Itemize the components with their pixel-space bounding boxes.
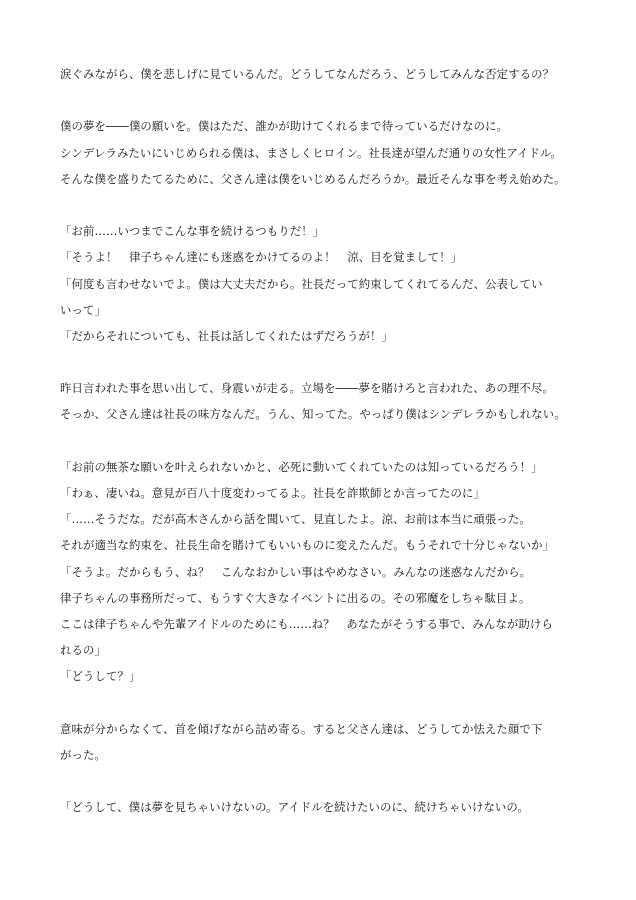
text-line: シンデレラみたいにいじめられる僕は、まさしくヒロイン。社長達が望んだ通りの女性アイドル。: [60, 145, 562, 160]
blank-line: [60, 690, 600, 716]
dialogue-line: いって」: [60, 302, 106, 317]
blank-line: [60, 768, 600, 794]
dialogue-line: 「だからそれについても、社長は話してくれたはずだろうが！」: [60, 328, 394, 343]
dialogue-line: それが適当な約束を、社長生命を賭けてもいいものに変えたんだ。もうそれで十分じゃないか」: [60, 538, 555, 553]
text-line: そんな僕を盛りたてるために、父さん達は僕をいじめるんだろうか。最近そんな事を考え始めた。: [60, 171, 566, 186]
dialogue-line: ここは律子ちゃんや先輩アイドルのためにも……ね？ あなたがそうする事で、みんなが助けら: [60, 616, 553, 631]
blank-line: [60, 428, 600, 454]
text-line: 涙ぐみながら、僕を悲しげに見ているんだ。どうしてなんだろう、どうしてみんな否定するの？: [60, 67, 555, 81]
dialogue-line: 「お前……いつまでこんな事を続けるつもりだ！」: [60, 224, 325, 239]
dialogue-line: 「……そうだな。だが高木さんから話を聞いて、見直したよ。涼、お前は本当に頑張った。: [60, 512, 531, 527]
blank-line: [60, 192, 600, 218]
body-text: [60, 61, 600, 820]
dialogue-line: れるの」: [60, 643, 106, 658]
blank-line: [60, 87, 600, 113]
text-line: そっか、父さん達は社長の味方なんだ。うん、知ってた。やっぱり僕はシンデレラかもしれない。: [60, 407, 566, 422]
dialogue-line: 「どうして、僕は夢を見ちゃいけないの。アイドルを続けたいのに、続けちゃいけないの。: [60, 800, 529, 815]
dialogue-line: 「どうして？」: [60, 669, 141, 684]
dialogue-line: 「わぁ、凄いね。意見が百八十度変わってるよ。社長を詐欺師とか言ってたのに」: [60, 486, 485, 500]
blank-line: [60, 349, 600, 375]
dialogue-line: 「お前の無茶な願いを叶えられないかと、必死に動いてくれていたのは知っているだろう！」: [60, 459, 543, 474]
dialogue-line: 「何度も言わせないでよ。僕は大丈夫だから。社長だって約束してくれてるんだ、公表してい: [60, 276, 543, 291]
text-line: がった。: [60, 747, 106, 762]
text-line: 昨日言われた事を思い出して、身震いが走る。立場を――夢を賭けろと言われた、あの理不尽。: [60, 381, 554, 396]
dialogue-line: 律子ちゃんの事務所だって、もうすぐ大きなイベントに出るの。その邪魔をしちゃ駄目よ。: [60, 590, 531, 605]
dialogue-line: 「そうよ。だからもう、ね？ こんなおかしい事はやめなさい。みんなの迷惑なんだから。: [60, 564, 532, 579]
text-line: 意味が分からなくて、首を傾げながら詰め寄る。すると父さん達は、どうしてか怯えた顔で下: [60, 721, 543, 736]
dialogue-line: 「そうよ！ 律子ちゃん達にも迷惑をかけてるのよ！ 涼、目を覚まして！」: [60, 250, 463, 265]
text-line: 僕の夢を――僕の願いを。僕はただ、誰かが助けてくれるまで待っているだけなのに。: [60, 119, 509, 134]
